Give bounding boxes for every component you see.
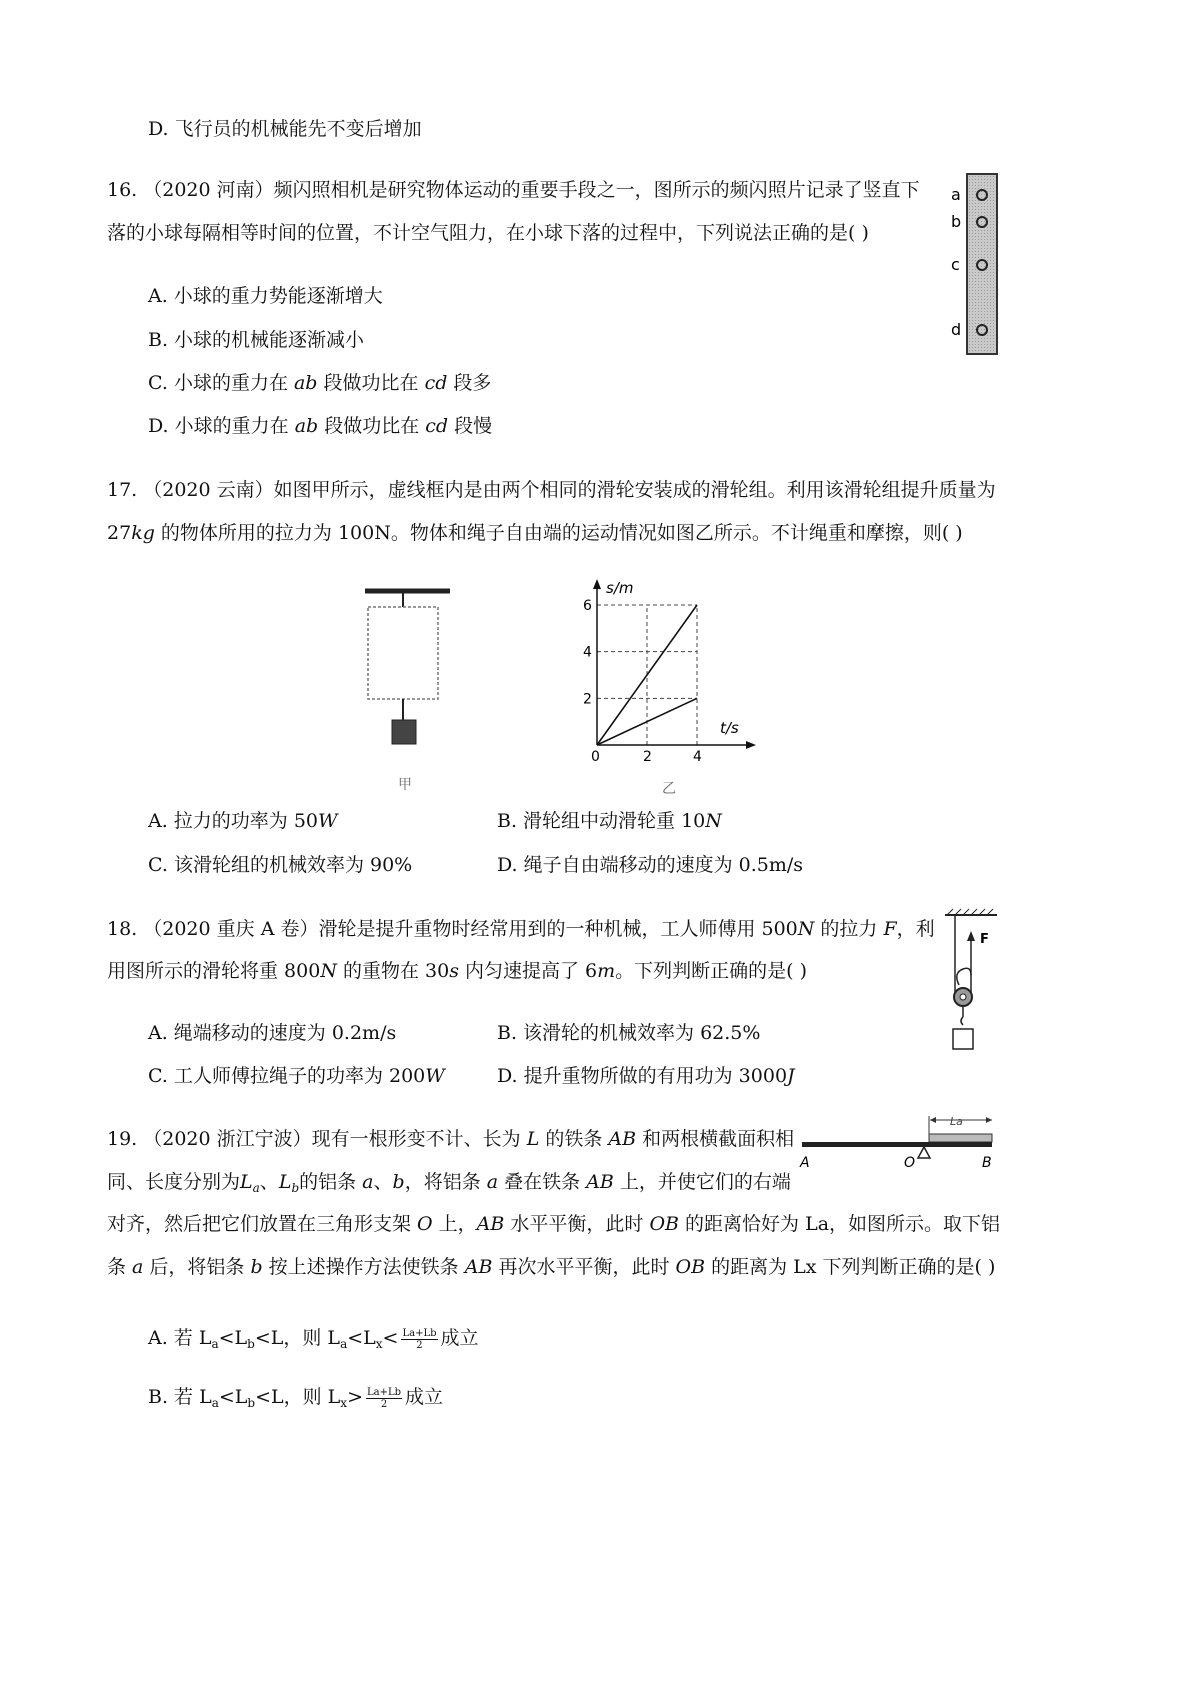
y-tick-label: 4 — [583, 644, 592, 661]
q16-option-d: D. 小球的重力在 ab 段做功比在 cd 段慢 — [148, 415, 493, 437]
s-t-graph — [570, 575, 770, 800]
x-tick-label: 0 — [591, 749, 600, 765]
movable-pulley-figure — [935, 905, 1005, 1055]
fraction: $\frac{La+Lb}{2}$ — [367, 1386, 402, 1410]
q18-option-a: A. 绳端移动的速度为 0.2m/s — [148, 1022, 397, 1044]
y-axis-arrow — [593, 579, 601, 589]
figure-jia-caption: 甲 — [398, 777, 412, 793]
ball-label-a: a — [951, 185, 961, 204]
q17-option-d: D. 绳子自由端移动的速度为 0.5m/s — [497, 854, 804, 876]
ball-label-b: b — [951, 212, 962, 231]
ball-label-d: d — [951, 320, 962, 339]
strobe-photo-figure — [945, 170, 1005, 360]
q16-option-c: C. 小球的重力在 ab 段做功比在 cd 段多 — [148, 372, 492, 394]
q19-stem-line1: 19. （2020 浙江宁波）现有一根形变不计、长为 L 的铁条 AB 和两根横截面积相 — [107, 1128, 795, 1150]
q18-option-d: D. 提升重物所做的有用功为 3000J — [497, 1065, 795, 1087]
point-a-label: A — [800, 1155, 810, 1171]
x-axis-arrow — [746, 741, 756, 749]
ball-label-c: c — [951, 255, 960, 274]
lever-bar-figure — [800, 1112, 1000, 1172]
q18-stem-line2: 用图所示的滑轮将重 800N 的重物在 30s 内匀速提高了 6m。下列判断正确的是( ) — [107, 960, 808, 982]
la-label: La — [950, 1115, 963, 1128]
q17-stem-line2: 27kg 的物体所用的拉力为 100N。物体和绳子自由端的运动情况如图乙所示。不计绳重和摩擦，则( ) — [107, 522, 963, 544]
y-axis-label: s/m — [606, 579, 634, 597]
q19-stem-line4: 条 a 后，将铝条 b 按上述操作方法使铁条 AB 再次水平平衡，此时 OB 的距离为 Lx 下列判断正确的是( ) — [107, 1256, 996, 1278]
q18-option-c: C. 工人师傅拉绳子的功率为 200W — [148, 1065, 445, 1087]
q18-option-b: B. 该滑轮的机械效率为 62.5% — [497, 1022, 761, 1044]
q16-option-a: A. 小球的重力势能逐渐增大 — [148, 285, 383, 307]
point-b-label: B — [982, 1155, 992, 1171]
q18-stem-line1: 18. （2020 重庆 A 卷）滑轮是提升重物时经常用到的一种机械，工人师傅用 500N 的拉力 F，利 — [107, 918, 935, 940]
y-tick-label: 6 — [583, 598, 592, 614]
q19-option-a: A. 若 $L_a<L_b<L$，则 $L_a<L_x<$ $\frac{La+Lb}{2}$ 成立 — [148, 1327, 479, 1351]
q17-stem-line1: 17. （2020 云南）如图甲所示，虚线框内是由两个相同的滑轮安装成的滑轮组。利用该滑轮组提升质量为 — [107, 479, 996, 501]
point-o-label: O — [904, 1155, 916, 1171]
force-label-f: F — [980, 932, 989, 947]
y-tick-label: 2 — [583, 691, 592, 708]
q15-option-d: D. 飞行员的机械能先不变后增加 — [148, 118, 422, 140]
q17-option-b: B. 滑轮组中动滑轮重 10N — [497, 810, 722, 832]
q19-stem-line3: 对齐，然后把它们放置在三角形支架 O 上，AB 水平平衡，此时 OB 的距离恰好为 La，如图所示。取下铝 — [107, 1213, 1001, 1235]
q19-stem-line2: 同、长度分别为$L_a$、$L_b$的铝条 a、b，将铝条 a 叠在铁条 AB 上，并使它们的右端 — [107, 1171, 791, 1195]
figure-yi-caption: 乙 — [662, 781, 676, 797]
q19-option-b: B. 若 $L_a<L_b<L$，则 $L_x>$ $\frac{La+Lb}{2}$ 成立 — [148, 1386, 444, 1410]
x-tick-label: 2 — [643, 749, 652, 765]
q16-stem-line2: 落的小球每隔相等时间的位置，不计空气阻力，在小球下落的过程中，下列说法正确的是( ) — [107, 222, 869, 244]
fraction: $\frac{La+Lb}{2}$ — [402, 1327, 437, 1351]
x-tick-label: 4 — [693, 749, 702, 765]
x-axis-label: t/s — [720, 719, 739, 737]
pulley-block-figure — [360, 585, 470, 795]
q16-option-b: B. 小球的机械能逐渐减小 — [148, 329, 365, 351]
q16-stem-line1: 16. （2020 河南）频闪照相机是研究物体运动的重要手段之一，图所示的频闪照片记录了竖直下 — [107, 179, 920, 201]
q17-option-c: C. 该滑轮组的机械效率为 90% — [148, 854, 413, 876]
q17-option-a: A. 拉力的功率为 50W — [148, 810, 338, 832]
